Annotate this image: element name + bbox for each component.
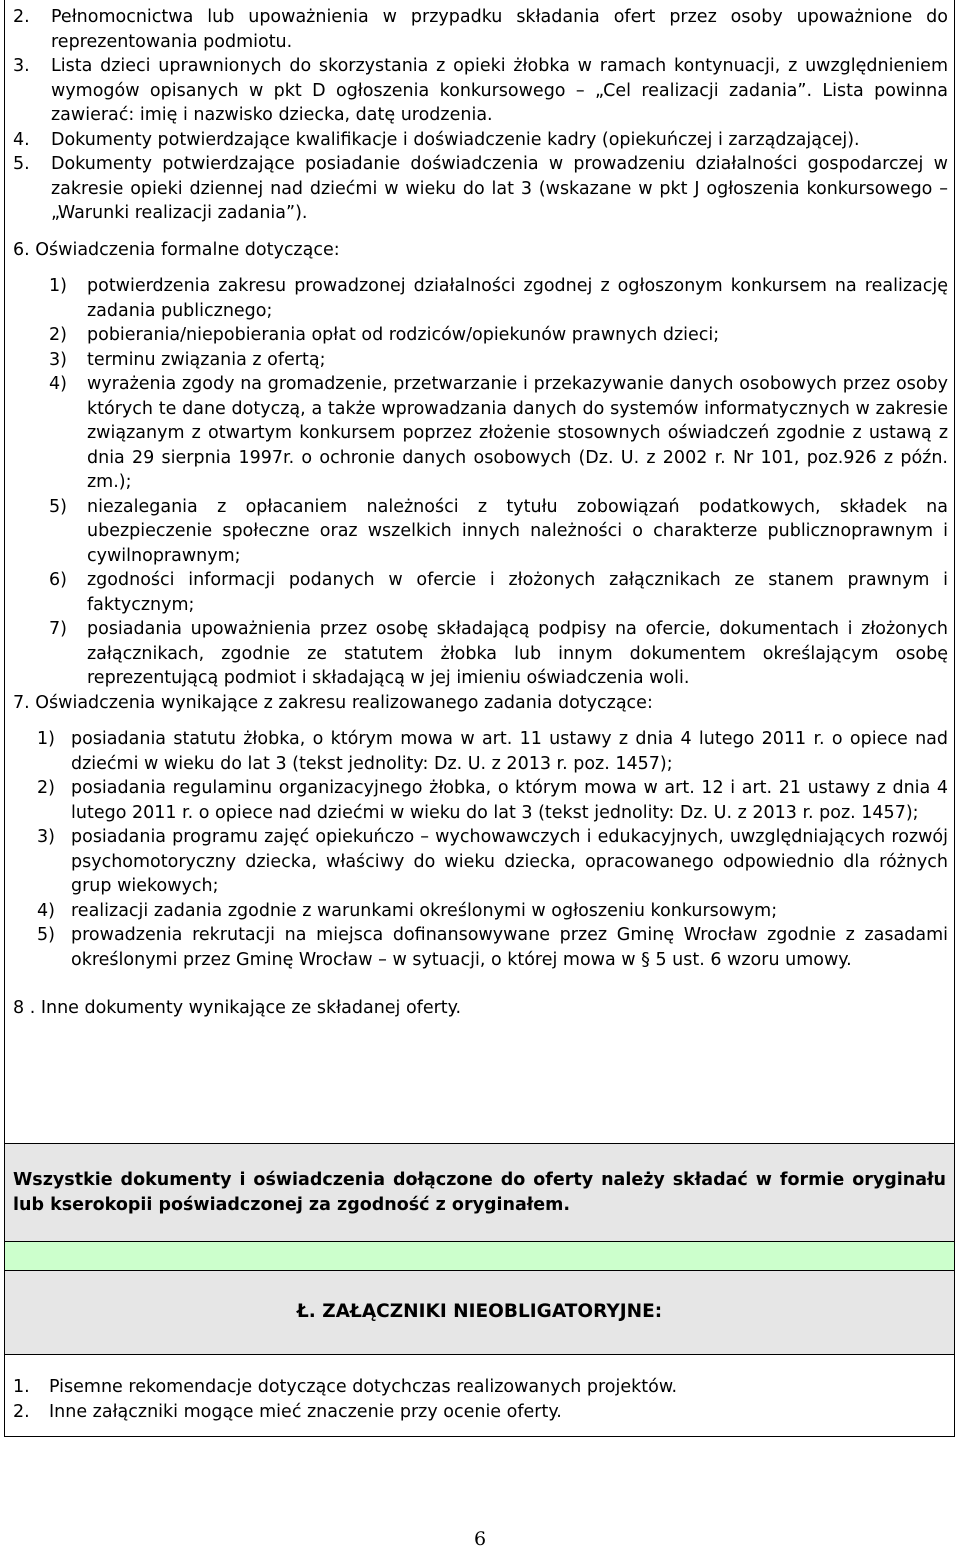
list-item: 3) posiadania programu zajęć opiekuńczo – wychowawczych i edukacyjnych, uwzględniających rozwój psychomotoryczny dziecka, właściwy do wieku dziecka, opracowanego odpowiednio dla różnych grup wiekowych;: [37, 827, 948, 896]
list-item: 5. Dokumenty potwierdzające posiadanie doświadczenia w prowadzeniu działalności gospodarczej w zakresie opieki dziennej nad dziećmi w wieku do lat 3 (wskazane w pkt J ogłoszenia konkursowego – „Warunki realizacji zadania”).: [13, 154, 948, 223]
list-item: 1) potwierdzenia zakresu prowadzonej działalności zgodnej z ogłoszonym konkursem na realizację zadania publicznego;: [49, 276, 948, 321]
list-item: 3) terminu związania z ofertą;: [49, 349, 326, 370]
list-item: 2) pobierania/niepobierania opłat od rodziców/opiekunów prawnych dzieci;: [49, 325, 720, 345]
formal-statements-list: [13, 274, 948, 691]
list-item: 2) posiadania regulaminu organizacyjnego żłobka, o którym mowa w art. 12 i art. 21 ustawy z dnia 4 lutego 2011 r. o opiece nad dziećmi w wieku do lat 3 (tekst jednolity: Dz. U. z 2013 r. poz. 1457);: [37, 778, 948, 823]
section-heading-7: 7. Oświadczenia wynikające z zakresu realizowanego zadania dotyczące:: [13, 692, 653, 713]
list-item: 4) wyrażenia zgody na gromadzenie, przetwarzanie i przekazywanie danych osobowych przez osoby których te dane dotyczą, a także wprowadzania danych do systemów informatycznych w zakresie związanym z otwartym konkursem poprzez złożenie stosownych oświadczeń zgodnie z ustawą z dnia 29 sierpnia 1997r. o ochronie danych osobowych (Dz. U. z 2002 r. Nr 101, poz.926 z późn. zm.);: [49, 374, 948, 492]
section-heading-8: 8 . Inne dokumenty wynikające ze składanej oferty.: [13, 998, 462, 1018]
document-table: [4, 0, 955, 1437]
list-item: 4) realizacji zadania zgodnie z warunkami określonymi w ogłoszeniu konkursowym;: [37, 900, 778, 921]
section-heading-6: 6. Oświadczenia formalne dotyczące:: [13, 239, 340, 260]
required-attachments-section: [5, 0, 954, 1143]
list-item: 1) posiadania statutu żłobka, o którym mowa w art. 11 ustawy z dnia 4 lutego 2011 r. o opiece nad dziećmi w wieku do lat 3 (tekst jednolity: Dz. U. z 2013 r. poz. 1457);: [37, 729, 948, 774]
notice-text: Wszystkie dokumenty i oświadczenia dołączone do oferty należy składać w formie oryginału lub kserokopii poświadczonej za zgodność z oryginałem.: [13, 1170, 946, 1215]
section-l-title: Ł. ZAŁĄCZNIKI NIEOBLIGATORYJNE:: [5, 1270, 954, 1354]
list-item: 5) niezalegania z opłacaniem należności z tytułu zobowiązań podatkowych, składek na ubezpieczenie społeczne oraz wszelkich innych należności o charakterze publicznoprawnym i cywilnoprawnym;: [49, 496, 948, 566]
notice-box: [5, 1143, 954, 1241]
list-item: 2. Pełnomocnictwa lub upoważnienia w przypadku składania ofert przez osoby upoważnione do reprezentowania podmiotu.: [13, 7, 948, 52]
list-item: 5) prowadzenia rekrutacji na miejsca dofinansowywane przez Gminę Wrocław zgodnie z zasadami określonymi przez Gminę Wrocław – w sytuacji, o której mowa w § 5 ust. 6 wzoru umowy.: [37, 925, 948, 970]
list-item: 1. Pisemne rekomendacje dotyczące dotychczas realizowanych projektów.: [13, 1377, 678, 1397]
page-number: 6: [473, 1528, 487, 1550]
green-divider-row: [5, 1241, 954, 1270]
list-item: 3. Lista dzieci uprawnionych do skorzystania z opieki żłobka w ramach kontynuacji, z uwzględnieniem wymogów opisanych w pkt D ogłoszenia konkursowego – „Cel realizacji zadania”. Lista powinna zawierać: imię i nazwisko dziecka, datę urodzenia.: [13, 56, 948, 125]
optional-attachments-list: [5, 1354, 954, 1436]
list-item: 4. Dokumenty potwierdzające kwalifikacje i doświadczenie kadry (opiekuńczej i zarządzającej).: [13, 129, 860, 150]
list-item: 7) posiadania upoważnienia przez osobę składającą podpisy na ofercie, dokumentach i złożonych załącznikach, zgodnie ze statutem żłobka lub innym dokumentem określającym osobę reprezentującą podmiot i składającą w jej imieniu oświadczenia woli.: [49, 619, 948, 688]
list-item: 2. Inne załączniki mogące mieć znaczenie przy ocenie oferty.: [13, 1401, 562, 1422]
task-statements-list: [13, 727, 948, 972]
list-item: 6) zgodności informacji podanych w ofercie i złożonych załącznikach ze stanem prawnym i faktycznym;: [49, 570, 948, 615]
